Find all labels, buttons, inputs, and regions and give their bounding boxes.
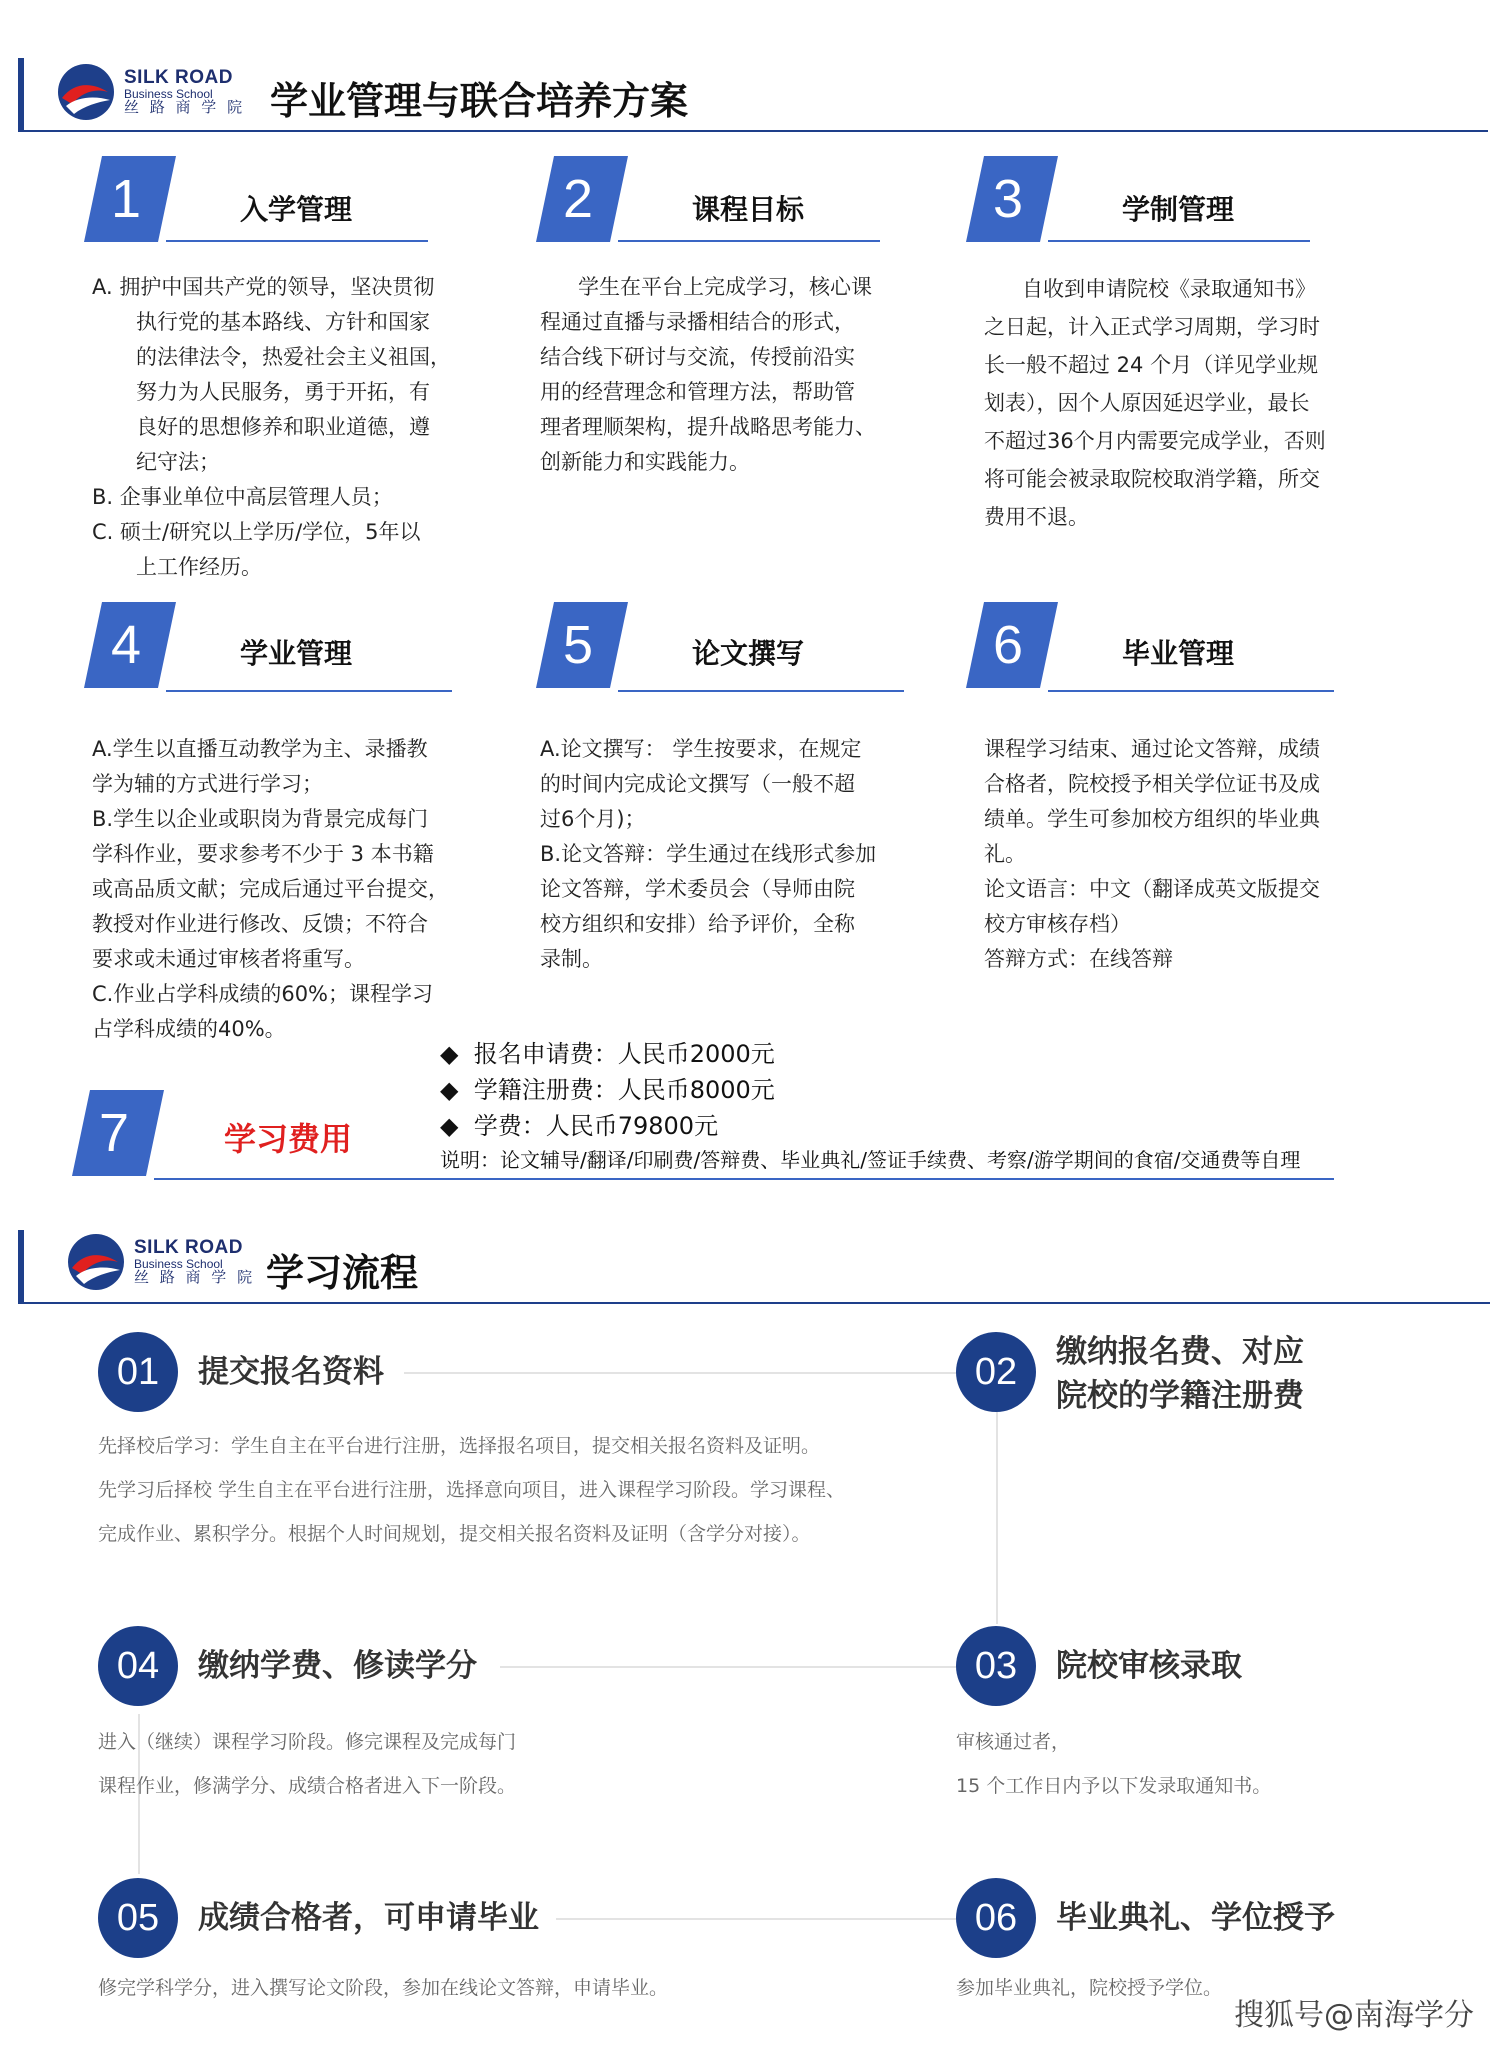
header-divider bbox=[18, 1302, 1490, 1304]
section-title: 学制管理 bbox=[1122, 193, 1235, 226]
section-number-badge: 5 bbox=[536, 602, 628, 688]
step-title: 毕业典礼、学位授予 bbox=[1056, 1900, 1335, 1936]
section-underline bbox=[618, 240, 880, 242]
page-title: 学业管理与联合培养方案 bbox=[270, 79, 689, 123]
logo-chinese: 丝 路 商 学 院 bbox=[124, 98, 246, 117]
fees-underline bbox=[154, 1178, 1334, 1180]
section-number-badge: 7 bbox=[72, 1090, 164, 1176]
step-description: 进入（继续）课程学习阶段。修完课程及完成每门 课程作业，修满学分、成绩合格者进入下一阶段。 bbox=[98, 1731, 517, 1797]
section-number-badge: 4 bbox=[84, 602, 176, 688]
step-number-circle: 06 bbox=[956, 1878, 1036, 1958]
section-number-badge: 3 bbox=[966, 156, 1058, 242]
flow-connector bbox=[500, 1666, 956, 1668]
section-number-badge: 1 bbox=[84, 156, 176, 242]
section-title: 毕业管理 bbox=[1122, 637, 1235, 670]
fees-title: 学习费用 bbox=[224, 1120, 353, 1158]
logo-english: SILK ROAD bbox=[134, 1236, 243, 1258]
step-description: 参加毕业典礼，院校授予学位。 bbox=[956, 1977, 1223, 1999]
logo-chinese: 丝 路 商 学 院 bbox=[134, 1268, 256, 1287]
section-title: 论文撰写 bbox=[692, 637, 805, 670]
step-title: 缴纳学费、修读学分 bbox=[198, 1648, 477, 1684]
flow-connector bbox=[404, 1372, 956, 1374]
step-number-circle: 03 bbox=[956, 1626, 1036, 1706]
fee-item: ◆ 报名申请费：人民币2000元 bbox=[440, 1040, 775, 1068]
section-underline bbox=[166, 240, 428, 242]
fee-item: ◆ 学费：人民币79800元 bbox=[440, 1112, 719, 1140]
step-description: 修完学科学分，进入撰写论文阶段，参加在线论文答辩，申请毕业。 bbox=[98, 1977, 669, 1999]
flow-connector bbox=[996, 1412, 998, 1624]
step-number-circle: 04 bbox=[98, 1626, 178, 1706]
step-title: 成绩合格者，可申请毕业 bbox=[198, 1900, 539, 1936]
logo-english: SILK ROAD bbox=[124, 66, 233, 88]
fees-note: 说明：论文辅导/翻译/印刷费/答辩费、毕业典礼/签证手续费、考察/游学期间的食宿/交通费等自理 bbox=[440, 1148, 1301, 1172]
header-divider bbox=[18, 130, 1488, 132]
flow-title: 学习流程 bbox=[266, 1251, 419, 1295]
silk-road-logo-icon bbox=[66, 1232, 126, 1292]
section-title: 入学管理 bbox=[240, 193, 353, 226]
section-1-body: A. 拥护中国共产党的领导，坚决贯彻 执行党的基本路线、方针和国家 的法律法令，热爱社会主义祖国， 努力为人民服务，勇于开拓，有 良好的思想修养和职业道德，遵 纪守法； B. 企事业单位中高层管理人员； C. 硕士/研究以上学历/学位，5年以 上工作经历。 bbox=[92, 275, 451, 579]
section-2-body: 学生在平台上完成学习，核心课 程通过直播与录播相结合的形式， 结合线下研讨与交流，传授前沿实 用的经营理念和管理方法，帮助管 理者理顺架构，提升战略思考能力、 创新能力和实践能力。 bbox=[540, 275, 876, 474]
step-title: 缴纳报名费、对应 院校的学籍注册费 bbox=[1056, 1334, 1304, 1414]
step-title: 院校审核录取 bbox=[1056, 1648, 1242, 1684]
section-underline bbox=[166, 690, 452, 692]
flow-connector bbox=[556, 1918, 956, 1920]
step-title: 提交报名资料 bbox=[198, 1354, 384, 1390]
section-4-body: A.学生以直播互动教学为主、录播教 学为辅的方式进行学习； B.学生以企业或职岗为背景完成每门 学科作业，要求参考不少于 3 本书籍 或高品质文献；完成后通过平台提交， 教授对作业进行修改、反馈；不符合 要求或未通过审核者将重写。 C.作业占学科成绩的60%；课程学习 占学科成绩的40%。 bbox=[92, 737, 449, 1041]
section-3-body: 自收到申请院校《录取通知书》 之日起，计入正式学习周期，学习时 长一般不超过 24 个月（详见学业规 划表），因个人原因延迟学业，最长 不超过36个月内需要完成学业，否则 将可能会被录取院校取消学籍，所交 费用不退。 bbox=[984, 277, 1326, 529]
header-accent-bar bbox=[18, 1230, 24, 1302]
header-accent-bar bbox=[18, 58, 24, 130]
watermark: 搜狐号@南海学分 bbox=[1234, 1998, 1474, 2033]
section-underline bbox=[618, 690, 904, 692]
step-number-circle: 02 bbox=[956, 1332, 1036, 1412]
silk-road-logo-icon bbox=[56, 62, 116, 122]
logo-subtitle: Business School bbox=[124, 86, 213, 101]
step-description: 审核通过者， 15 个工作日内予以下发录取通知书。 bbox=[956, 1731, 1272, 1797]
section-underline bbox=[1048, 240, 1310, 242]
section-number-badge: 2 bbox=[536, 156, 628, 242]
step-number-circle: 05 bbox=[98, 1878, 178, 1958]
logo-subtitle: Business School bbox=[134, 1256, 223, 1271]
logo bbox=[66, 1232, 255, 1292]
logo bbox=[56, 62, 245, 122]
fee-item: ◆ 学籍注册费：人民币8000元 bbox=[440, 1076, 775, 1104]
section-underline bbox=[1048, 690, 1334, 692]
section-title: 课程目标 bbox=[692, 193, 805, 226]
section-6-body: 课程学习结束、通过论文答辩，成绩 合格者，院校授予相关学位证书及成 绩单。学生可参加校方组织的毕业典 礼。 论文语言：中文（翻译成英文版提交 校方审核存档） 答辩方式：在线答辩 bbox=[984, 737, 1320, 971]
section-title: 学业管理 bbox=[240, 637, 353, 670]
section-number-badge: 6 bbox=[966, 602, 1058, 688]
step-number-circle: 01 bbox=[98, 1332, 178, 1412]
section-5-body: A.论文撰写： 学生按要求，在规定 的时间内完成论文撰写（一般不超 过6个月)； B.论文答辩：学生通过在线形式参加 论文答辩，学术委员会（导师由院 校方组织和安排）给予评价，全称 录制。 bbox=[540, 737, 877, 971]
step-description: 先择校后学习：学生自主在平台进行注册，选择报名项目，提交相关报名资料及证明。 先学习后择校 学生自主在平台进行注册，选择意向项目，进入课程学习阶段。学习课程、 完成作业、累积学分。根据个人时间规划，提交相关报名资料及证明（含学分对接）。 bbox=[98, 1435, 846, 1545]
